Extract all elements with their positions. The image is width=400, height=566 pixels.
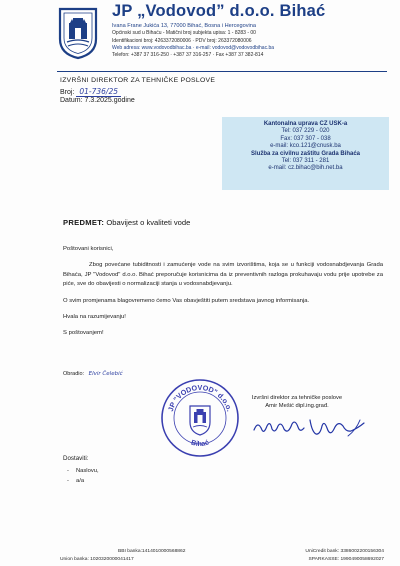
closing-line: S poštovanjem! bbox=[63, 330, 104, 337]
vodovod-logo bbox=[57, 6, 99, 60]
date-label: Datum: bbox=[60, 97, 83, 104]
bank-account: SPARKASSE: 1990490058692027 bbox=[308, 556, 384, 562]
phone-line: Telefon: +387 37 316-250 · +387 37 316-257 · Fax +387 37 382-814 bbox=[112, 52, 264, 59]
bank-footer bbox=[60, 548, 390, 563]
distribution-title: Dostaviti: bbox=[63, 455, 89, 462]
letter-body bbox=[63, 245, 383, 339]
recipient-org: Kantonalna uprava CZ USK-a bbox=[263, 121, 348, 127]
date-value: 7.3.2025.godine bbox=[84, 97, 135, 104]
bank-account: Union banka: 1020320000041417 bbox=[60, 556, 134, 562]
company-name: JP „Vodovod” d.o.o. Bihać bbox=[112, 2, 326, 20]
body-paragraph-2: O svim promjenama blagovremeno ćemo Vas obavještiti putem sredstava javnog informisanja. bbox=[63, 297, 310, 304]
body-paragraph-1: Zbog povećane tubiditnosti i zamućenje vode na svim izvorištima, koja se u funkciji vodosnabdjevanja Grada Bihaća, JP "Vodovod" d.o.o. Bihać preporučuje korisnicima da iz preventivnih razloga prokuhavaju vodu prije upotrebe za piće, sve do obavijesti o normalizaciji stanja u vodosnabdjevanju. bbox=[63, 262, 383, 288]
department-title: IZVRŠNI DIREKTOR ZA TEHNIČKE POSLOVE bbox=[60, 77, 216, 84]
prepared-name: Elvir Čelebić bbox=[88, 371, 123, 377]
prepared-label: Obradio: bbox=[63, 371, 85, 377]
letterhead-divider bbox=[57, 71, 387, 72]
bank-account: BBI banka:1414010000568862 bbox=[118, 549, 186, 554]
distribution-item: - Naslovu, bbox=[76, 466, 99, 476]
prepared-by bbox=[63, 371, 123, 377]
reference-value: 01-736/25 bbox=[76, 87, 121, 97]
reference-number bbox=[60, 87, 121, 96]
signatory-block bbox=[236, 395, 358, 410]
company-stamp bbox=[158, 376, 242, 460]
recipient-email-2: e-mail: cz.bihac@bih.net.ba bbox=[268, 165, 343, 172]
signatory-name: Amir Mešić dipl.ing.građ. bbox=[265, 402, 329, 409]
document-date bbox=[60, 97, 135, 104]
distribution-item: - a/a bbox=[76, 476, 99, 486]
stamp-top-text: JP "VODOVOD" d.o.o. bbox=[165, 382, 235, 413]
bank-account: UniCredit bank: 3386002200156304 bbox=[305, 549, 384, 554]
company-address: Ivana Frane Jukića 13, 77000 Bihać, Bosna i Hercegovina bbox=[112, 23, 256, 29]
distribution-list bbox=[76, 466, 99, 486]
salutation: Poštovani korisnici, bbox=[63, 246, 114, 252]
recipient-phone-2: Tel: 037 311 - 281 bbox=[281, 158, 330, 165]
signatory-title: Izvršni direktor za tehničke poslove bbox=[251, 395, 343, 401]
recipient-box bbox=[222, 117, 389, 190]
subject-line bbox=[63, 218, 190, 227]
stamp-bottom-text: Bihać bbox=[190, 439, 210, 449]
bank-row bbox=[60, 556, 390, 564]
recipient-org-2: Služba za civilnu zaštitu Grada Bihaća bbox=[250, 150, 361, 157]
recipient-email: e-mail: kco.121@cnusk.ba bbox=[270, 143, 341, 150]
subject-text: Obavijest o kvaliteti vode bbox=[106, 218, 191, 227]
recipient-fax: Fax: 037 307 - 038 bbox=[280, 135, 331, 142]
bank-row bbox=[60, 548, 390, 556]
tax-line: Identifikacioni broj: 4263372080006 · PDV broj: 263372080006 bbox=[112, 37, 252, 44]
handwritten-signature bbox=[248, 412, 378, 440]
thanks-line: Hvala na razumijevanju! bbox=[63, 314, 126, 321]
letterhead-details bbox=[112, 23, 397, 59]
subject-label: PREDMET: bbox=[63, 218, 105, 227]
reference-label: Broj: bbox=[60, 89, 75, 96]
web-line: Web adresa: www.vodovodbihac.ba · e-mail: vodovod@vodovodbihac.ba bbox=[112, 44, 275, 51]
registry-line: Općinski sud u Bihaću - Matični broj subjekta upisa: 1 - 8283 - 00 bbox=[112, 30, 256, 37]
recipient-phone: Tel: 037 229 - 020 bbox=[281, 128, 330, 135]
